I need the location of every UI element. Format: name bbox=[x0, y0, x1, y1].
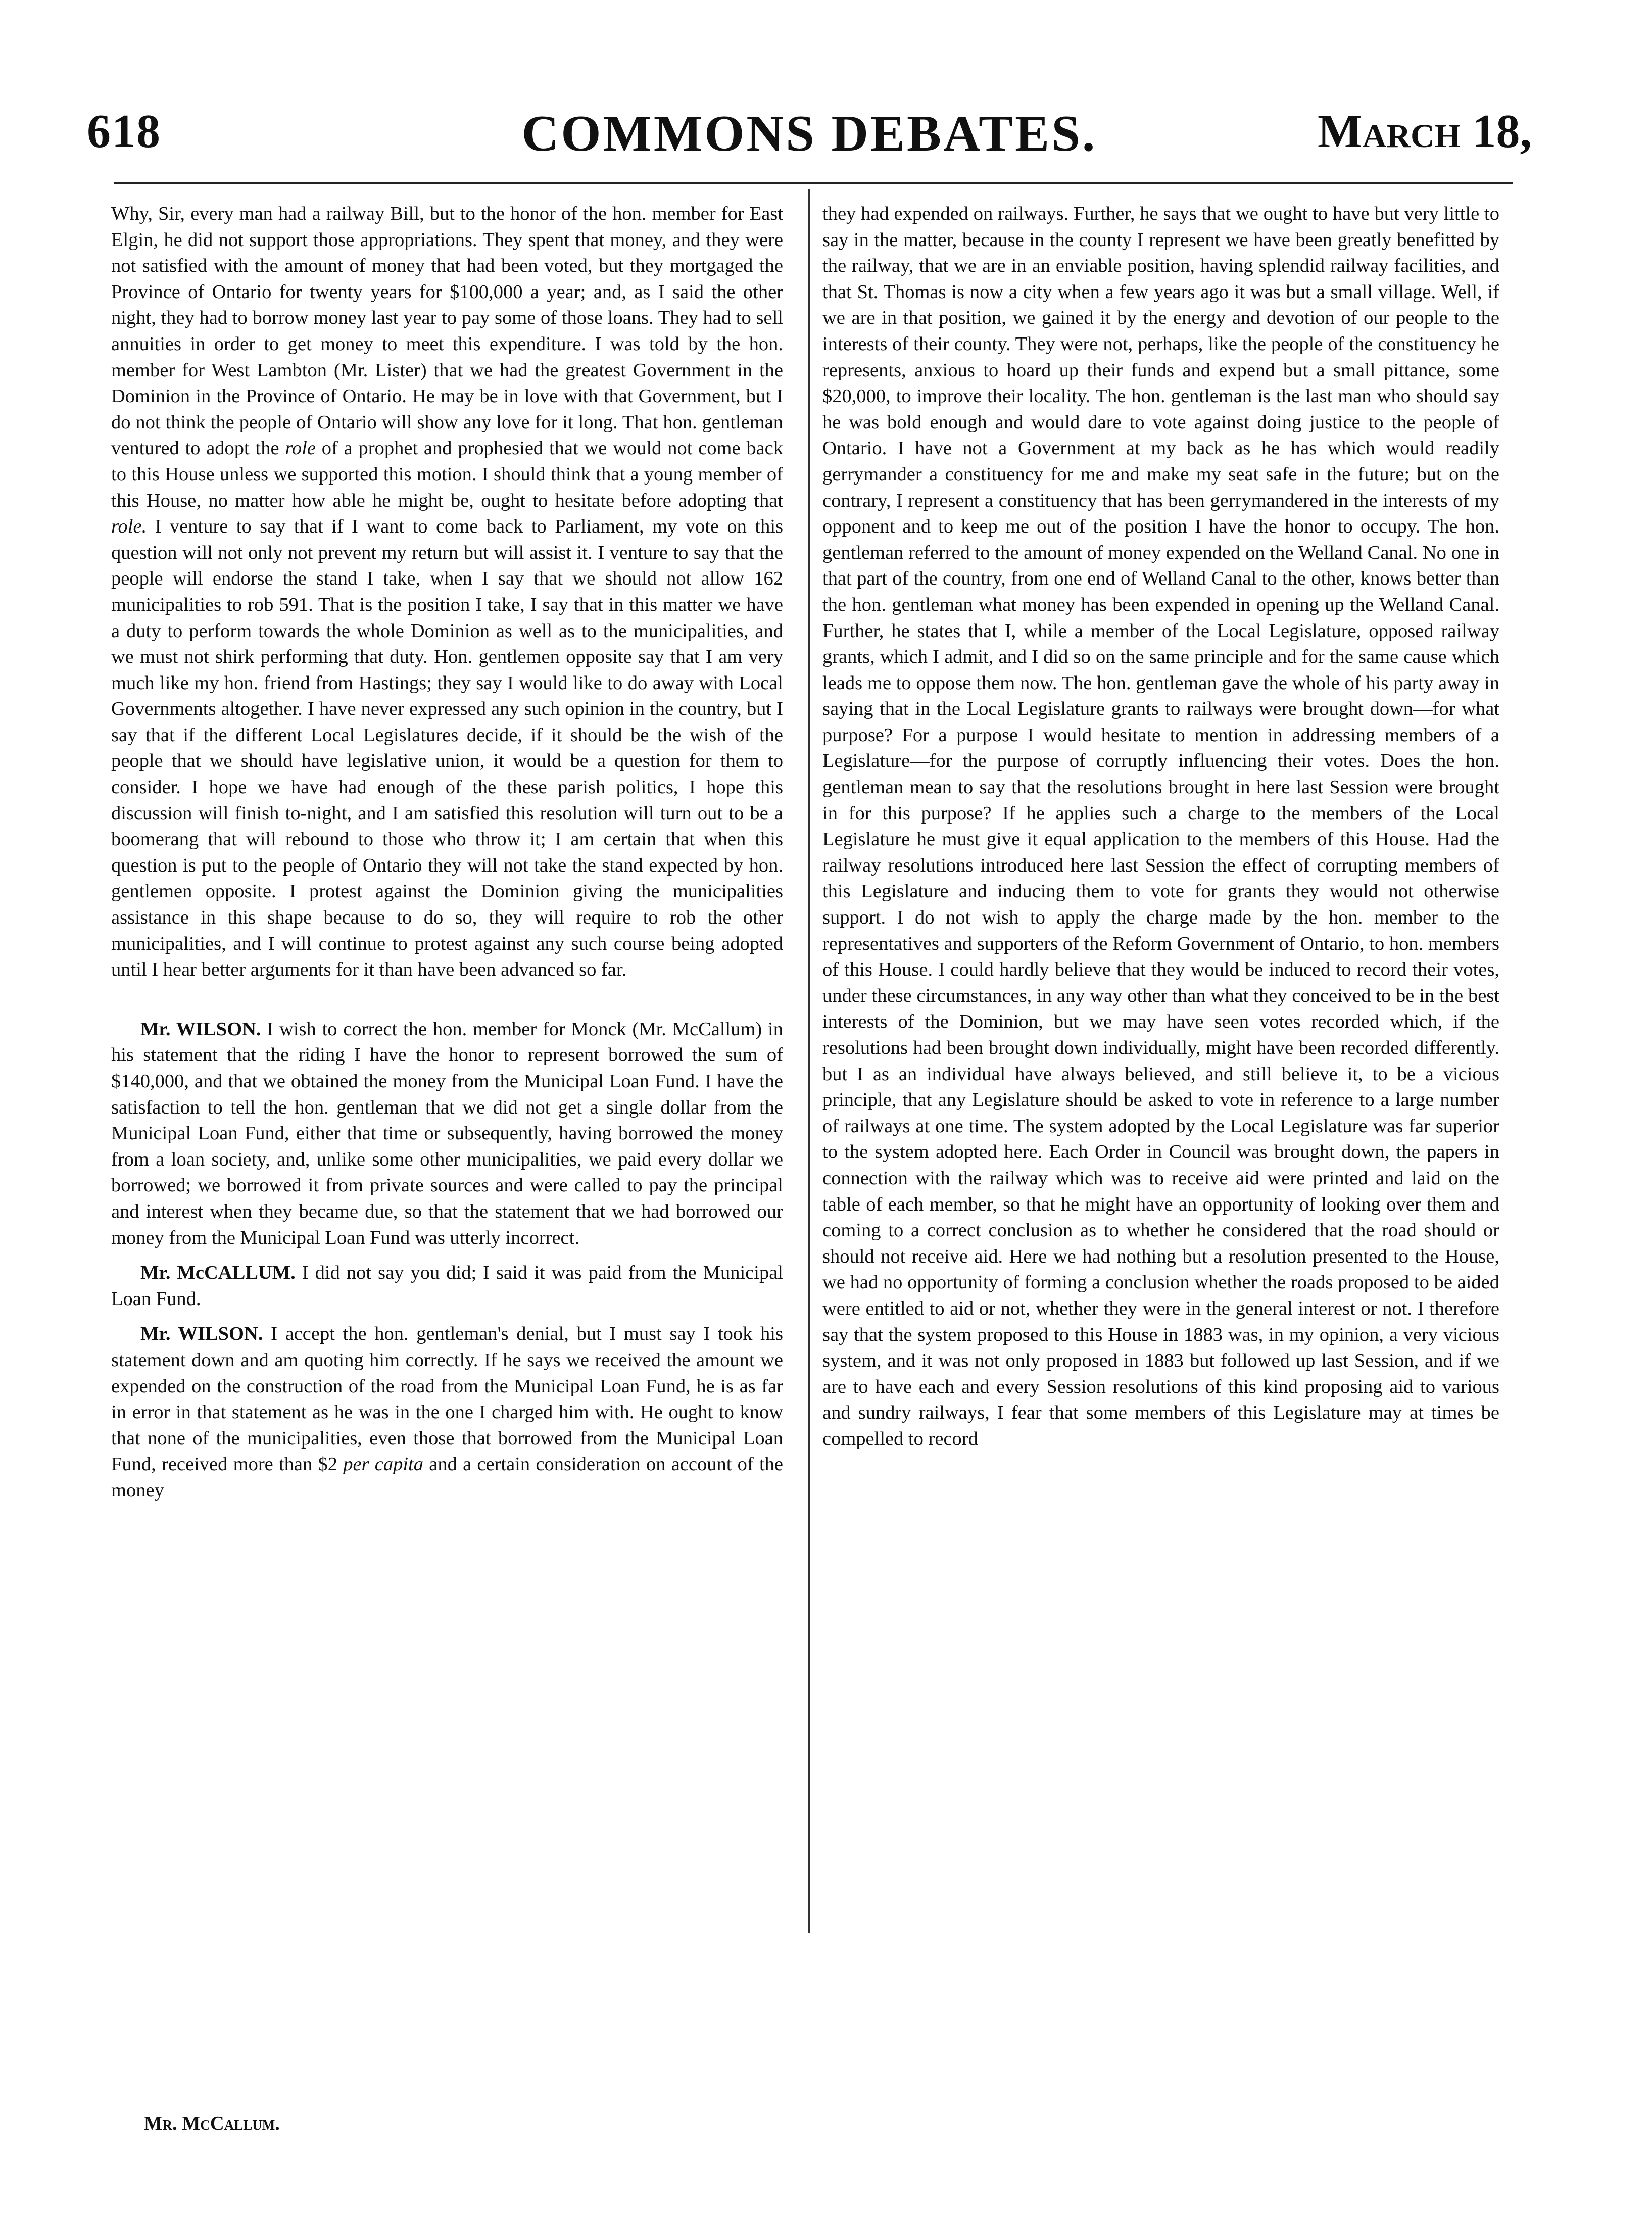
running-title: COMMONS DEBATES. bbox=[521, 105, 1097, 162]
page-number: 618 bbox=[87, 105, 161, 158]
header-day: 18, bbox=[1472, 105, 1532, 158]
page-signature: Mr. McCallum. bbox=[144, 2113, 280, 2134]
speaker-name: Mr. WILSON. bbox=[140, 1018, 261, 1040]
header-date bbox=[1318, 104, 1532, 159]
paragraph: Mr. WILSON. I accept the hon. gentleman's denial, but I must say I took his statement down and am quoting him correctly. If he says we received the amount we expended on the construction of the road from the Municipal Loan Fund, he is as far in error in that statement as he was in the one I charged him with. He ought to know that none of the municipalities, even those that borrowed from the Municipal Loan Fund, received more than $2 per capita and a certain consideration on account of the money bbox=[111, 1323, 784, 1501]
left-column bbox=[111, 201, 783, 1504]
header-month: March bbox=[1317, 105, 1461, 158]
speaker-name: Mr. WILSON. bbox=[140, 1323, 263, 1345]
paragraph: Why, Sir, every man had a railway Bill, but to the honor of the hon. member for East Elgin, he did not support those appropriations. They spent that money, and they were not satisfied with the amount of money that had been voted, but they mortgaged the Province of Ontario for twenty years for $100,000 a year; and, as I said the other night, they had to borrow money last year to pay some of those loans. They had to sell annuities in order to get money to meet this expenditure. I was told by the hon. member for West Lambton (Mr. Lister) that we had the greatest Government in the Dominion in the Province of Ontario. He may be in love with that Government, but I do not think the people of Ontario will show any love for it long. That hon. gentleman ventured to adopt the role of a prophet and prophesied that we would not come back to this House unless we supported this motion. I should think that a young member of this House, no matter how able he might be, ought to hesitate before adopting that role. I venture to say that if I want to come back to Parliament, my vote on this question will not only not prevent my return but will assist it. I venture to say that the people will endorse the stand I take, when I say that we should not allow 162 municipalities to rob 591. That is the position I take, I say that in this matter we have a duty to perform towards the whole Dominion as well as to the municipalities, and we must not shirk performing that duty. Hon. gentlemen opposite say that I am very much like my hon. friend from Hastings; they say I would like to do away with Local Governments altogether. I have never expressed any such opinion in the country, but I say that if the different Local Legislatures decide, if it should be the wish of the people that we should have legislative union, it would be a question for them to consider. I hope we have had enough of the these parish politics, I hope this discussion will finish to-night, and I am satisfied this resolution will turn out to be a boomerang that will rebound to those who throw it; I am certain that when this question is put to the people of Ontario they will not take the stand expected by hon. gentlemen opposite. I protest against the Dominion giving the municipalities assistance in this shape because to do so, they will require to rob the other municipalities, and I will continue to protest against any such course being adopted until I hear better arguments for it than have been advanced so far. bbox=[111, 203, 784, 981]
paragraph: Mr. McCALLUM. I did not say you did; I said it was paid from the Municipal Loan Fund. bbox=[111, 1262, 783, 1310]
column-divider bbox=[808, 189, 810, 1933]
page-header bbox=[87, 104, 1532, 175]
paragraph: Mr. WILSON. I wish to correct the hon. member for Monck (Mr. McCallum) in his statement that the riding I have the honor to represent borrowed the sum of $140,000, and that we obtained the money from the Municipal Loan Fund. I have the satisfaction to tell the hon. gentleman that we did not get a single dollar from the Municipal Loan Fund, either that time or subsequently, having borrowed the money from a loan society, and, unlike some other municipalities, we paid every dollar we borrowed; we borrowed it from private sources and were called to pay the principal and interest when they became due, so that the statement that we had borrowed our money from the Municipal Loan Fund was utterly incorrect. bbox=[111, 1018, 784, 1248]
right-column bbox=[822, 201, 1499, 1453]
paragraph: they had expended on railways. Further, he says that we ought to have but very little to say in the matter, because in the county I represent we have been greatly benefitted by the railway, that we are in an enviable position, having splendid railway facilities, and that St. Thomas is now a city when a few years ago it was but a small village. Well, if we are in that position, we gained it by the energy and devotion of our people to the interests of their county. They were not, perhaps, like the people of the constituency he represents, anxious to hoard up their funds and expend but a small pittance, some $20,000, to improve their locality. The hon. gentleman is the last man who should say he was bold enough and would dare to vote against doing justice to the people of Ontario. I have not a Government at my back as he has which would readily gerrymander a constituency for me and make my seat safe in the future; but on the contrary, I represent a constituency that has been gerrymandered in the interests of my opponent and to keep me out of the position I have the honor to occupy. The hon. gentleman referred to the amount of money expended on the Welland Canal. No one in that part of the country, from one end of Welland Canal to the other, knows better than the hon. gentleman what money has been expended in opening up the Welland Canal. Further, he states that I, while a member of the Local Legislature, opposed railway grants, which I admit, and I did so on the same principle and for the same cause which leads me to oppose them now. The hon. gentleman gave the whole of his party away in saying that in the Local Legislature grants to railways were brought down—for what purpose? For a purpose I would hesitate to mention in addressing members of a Legislature—for the purpose of corruptly influencing their votes. Does the hon. gentleman mean to say that the resolutions brought in here last Session were brought in for this purpose? If he applies such a charge to the members of the Local Legislature he must give it equal application to the members of this House. Had the railway resolutions introduced here last Session the effect of corrupting members of this Legislature and inducing them to vote for grants they would not otherwise support. I do not wish to apply the charge made by the hon. member to the representatives and supporters of the Reform Government of Ontario, to hon. members of this House. I could hardly believe that they would be induced to record their votes, under these circumstances, in any way other than what they conceived to be in the best interests of the Dominion, but we may have seen votes recorded which, if the resolutions had been brought down individually, might have been recorded differently. but I as an individual have always believed, and still believe it, to be a vicious principle, that any Legislature should be asked to vote in reference to a large number of railways at one time. The system adopted by the Local Legislature was far superior to the system adopted here. Each Order in Council was brought down, the papers in connection with the railway which was to receive aid were printed and laid on the table of each member, so that he might have an opportunity of looking over them and coming to a correct conclusion as to whether he considered that the road should or should not receive aid. Here we had nothing but a resolution presented to the House, we had no opportunity of forming a conclusion whether the roads proposed to be aided were entitled to aid or not, whether they were in the general interest or not. I therefore say that the system proposed to this House in 1883 was, in my opinion, a very vicious system, and it was not only proposed in 1883 but followed up last Session, and if we are to have each and every Session resolutions of this kind proposing aid to various and sundry railways, I fear that some members of this Legislature may at times be compelled to record bbox=[822, 203, 1499, 1450]
header-rule bbox=[114, 182, 1513, 184]
speaker-name: Mr. McCALLUM. bbox=[140, 1262, 296, 1284]
